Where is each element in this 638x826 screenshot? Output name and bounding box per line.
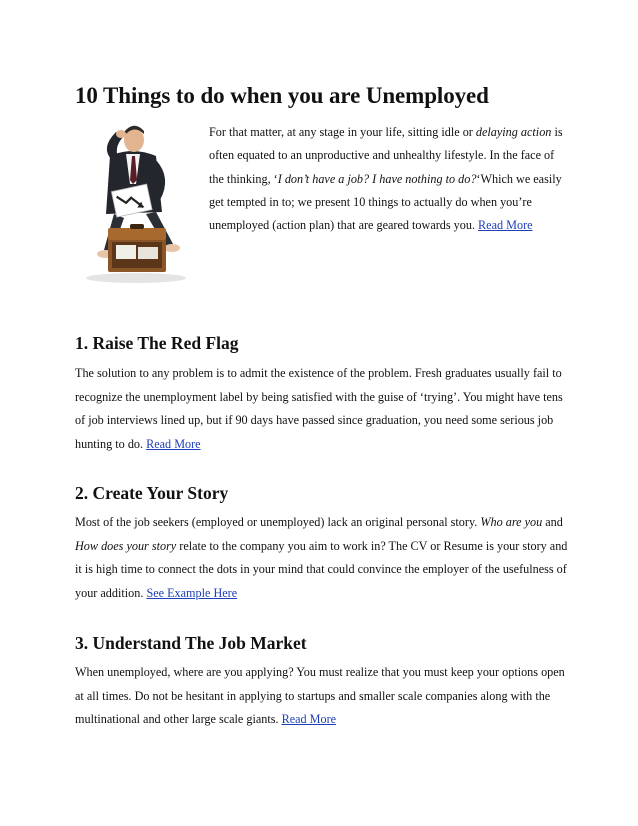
intro-text: For that matter, at any stage in your life, sitting idle or [209, 125, 476, 139]
section-heading-understand-job-market: 3. Understand The Job Market [75, 633, 307, 653]
section-2-example-link[interactable]: See Example Here [146, 585, 238, 600]
intro-text: is often equated to an unproductive and unhealthy lifestyle. In the face of the thinking, ‘ [209, 125, 563, 186]
section-1-read-more-link[interactable]: Read More [146, 436, 201, 451]
intro-paragraph [209, 121, 569, 237]
section-text: and [542, 515, 563, 529]
section-body-understand-job-market [75, 661, 571, 732]
intro-quote: I don’t have a job? I have nothing to do? [277, 171, 477, 186]
section-body-create-story [75, 511, 571, 605]
section-3-read-more-link[interactable]: Read More [281, 712, 337, 727]
intro-text: ‘Which we easily get tempted in to; we present 10 things to actually do when you’re unemployed (action plan) that are geared towards you. [209, 171, 562, 233]
section-text: When unemployed, where are you applying? You must realize that you must keep your options open at all times. Do not be hesitant in applying to startups and smaller scale companies along with the multinational and other large scale giants. [75, 665, 565, 727]
section-body-raise-red-flag [75, 362, 571, 456]
section-text: The solution to any problem is to admit the existence of the problem. Fresh graduates usually fail to recognize the unemployment label by being satisfied with the guise of ‘trying’. You might have tens of job interviews lined up, but if 90 days have passed since graduation, you need some serious job hunting to do. [75, 366, 563, 451]
intro-read-more-link[interactable]: Read More [478, 218, 533, 233]
page-title: 10 Things to do when you are Unemployed [75, 83, 489, 108]
intro-emphasis: delaying action [475, 125, 552, 139]
section-heading-raise-red-flag: 1. Raise The Red Flag [75, 333, 239, 353]
section-text: relate to the company you aim to work in? The CV or Resume is your story and it is high time to connect the dots in your mind that could convince the employer of the usefulness of your addition. [75, 538, 568, 600]
section-emphasis: Who are you [480, 515, 543, 529]
unemployed-businessman-illustration [74, 122, 196, 284]
section-emphasis: How does your story [75, 538, 177, 553]
section-heading-create-story: 2. Create Your Story [75, 483, 229, 503]
section-text: Most of the job seekers (employed or unemployed) lack an original personal story. [75, 515, 481, 529]
